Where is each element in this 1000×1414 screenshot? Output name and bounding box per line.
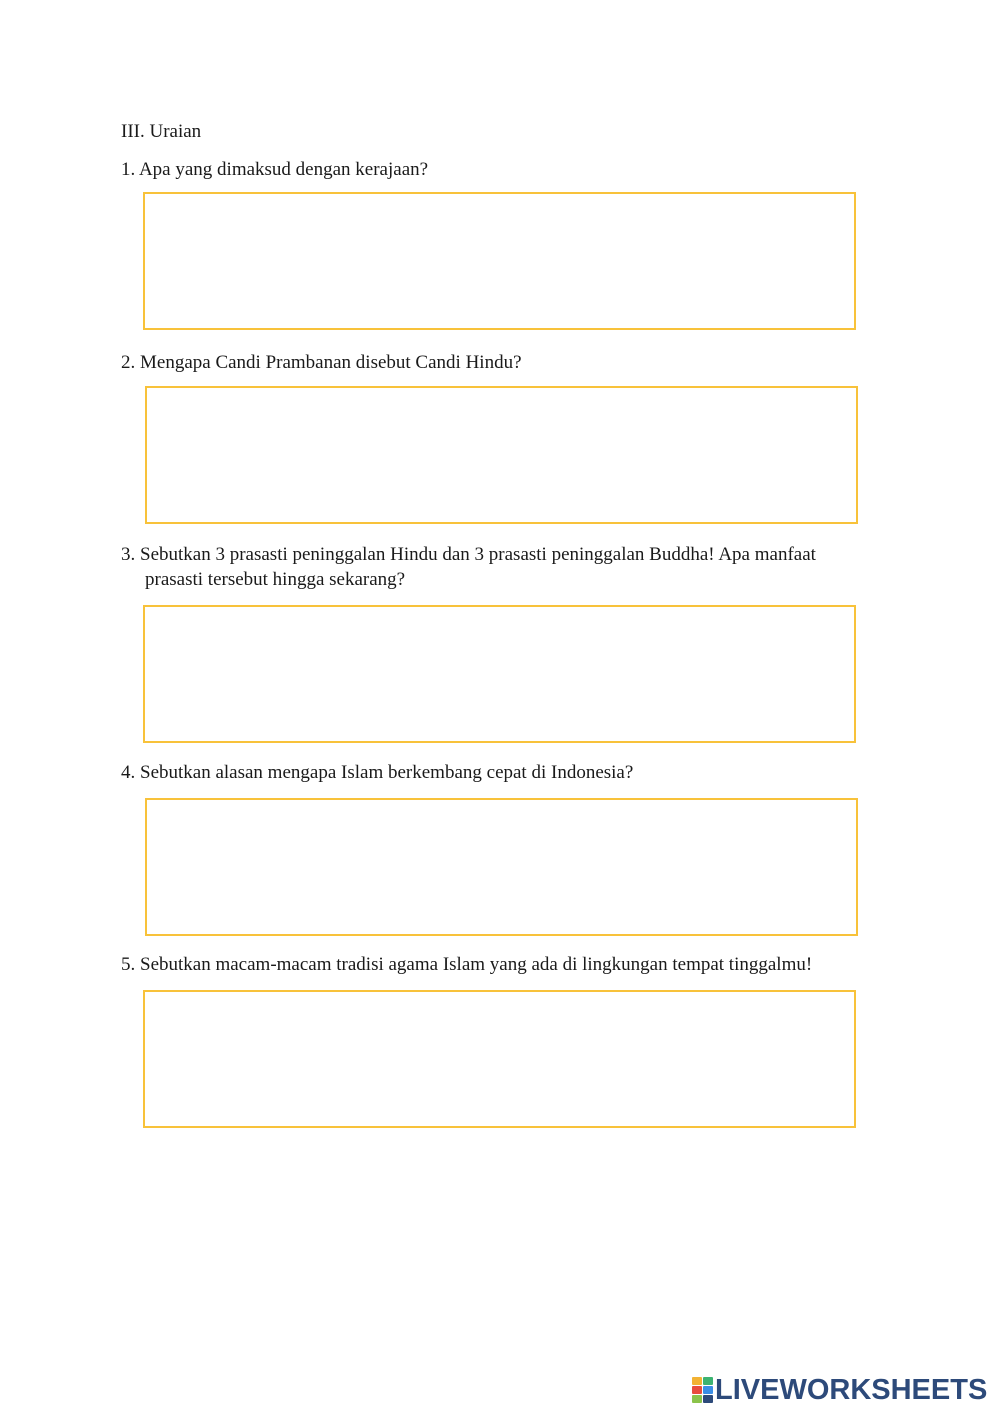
logo-cell <box>692 1377 702 1385</box>
logo-cell <box>703 1377 713 1385</box>
answer-box-2[interactable] <box>145 386 858 524</box>
section-title: III. Uraian <box>121 121 202 142</box>
logo-cell <box>692 1395 702 1403</box>
question-1-text: 1. Apa yang dimaksud dengan kerajaan? <box>121 159 429 180</box>
liveworksheets-brand <box>692 1374 987 1406</box>
answer-box-3[interactable] <box>143 605 856 743</box>
question-3-text-line2: prasasti tersebut hingga sekarang? <box>145 569 406 590</box>
question-4-text: 4. Sebutkan alasan mengapa Islam berkembang cepat di Indonesia? <box>121 762 634 783</box>
answer-box-4[interactable] <box>145 798 858 936</box>
question-2-text: 2. Mengapa Candi Prambanan disebut Candi Hindu? <box>121 352 522 373</box>
brand-name: LIVEWORKSHEETS <box>715 1374 988 1406</box>
logo-cell <box>692 1386 702 1394</box>
answer-box-1[interactable] <box>143 192 856 330</box>
question-1 <box>121 157 428 182</box>
question-5 <box>121 952 812 977</box>
answer-box-5[interactable] <box>143 990 856 1128</box>
question-3 <box>121 542 816 592</box>
question-2 <box>121 350 522 375</box>
question-3-text-line1: 3. Sebutkan 3 prasasti peninggalan Hindu dan 3 prasasti peninggalan Buddha! Apa manfaat <box>121 544 816 565</box>
liveworksheets-logo-icon <box>692 1377 713 1403</box>
question-5-text: 5. Sebutkan macam-macam tradisi agama Islam yang ada di lingkungan tempat tinggalmu! <box>121 954 813 975</box>
logo-cell <box>703 1395 713 1403</box>
logo-cell <box>703 1386 713 1394</box>
question-4 <box>121 760 633 785</box>
